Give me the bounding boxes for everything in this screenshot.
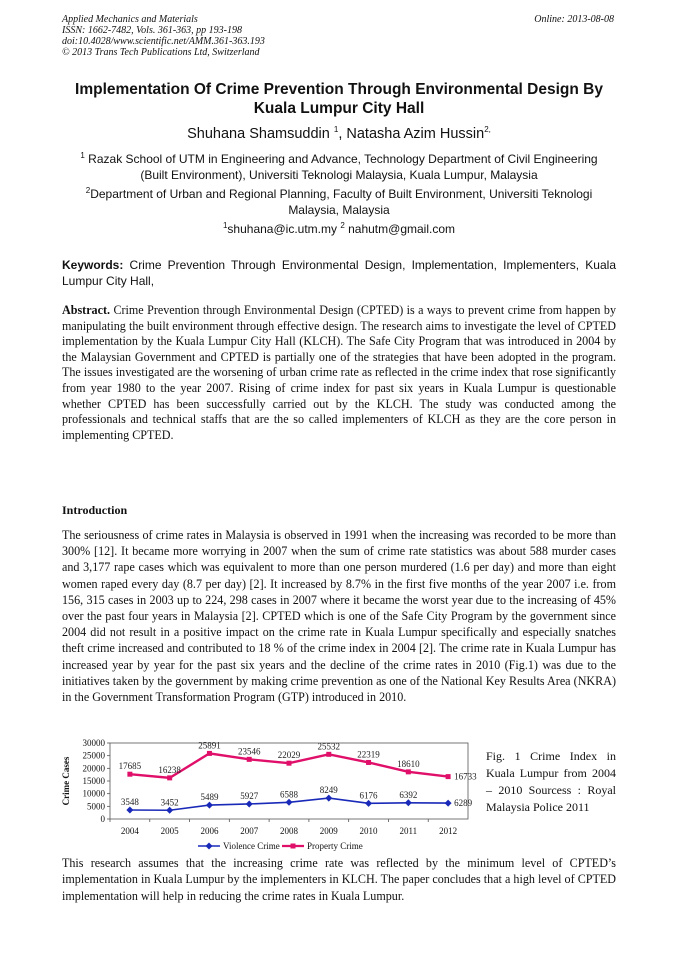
y-tick-label: 5000 [87, 801, 105, 812]
y-tick-label: 0 [100, 814, 105, 824]
property-crime-point [247, 757, 252, 762]
journal-name: Applied Mechanics and Materials [62, 14, 198, 25]
keywords [62, 258, 616, 289]
y-tick-label: 30000 [82, 738, 105, 748]
violence-crime-point [126, 807, 133, 814]
abstract-label: Abstract. [62, 303, 111, 317]
x-tick-label: 2004 [120, 826, 139, 836]
abstract [62, 303, 616, 443]
paper-title [62, 80, 616, 118]
violence-crime-point [286, 799, 293, 806]
violence-crime-data-label: 6176 [359, 790, 378, 801]
property-crime-point [167, 775, 172, 780]
property-crime-data-label: 23546 [237, 746, 261, 757]
aff2-line-1: Department of Urban and Regional Planning, Faculty of Built Environment, Universiti Teknologi [90, 187, 593, 201]
aff2-line-2: Malaysia, Malaysia [288, 203, 390, 217]
property-crime-point [406, 769, 411, 774]
violence-crime-point [206, 802, 213, 809]
author-2: Natasha Azim Hussin [346, 126, 485, 142]
aff1-line-2: (Built Environment), Universiti Teknologi Malaysia, Kuala Lumpur, Malaysia [140, 168, 538, 182]
violence-crime-data-label: 6289 [454, 798, 473, 809]
issn-line: ISSN: 1662-7482, Vols. 361-363, pp 193-198 [62, 25, 242, 36]
doi-line: doi:10.4028/www.scientific.net/AMM.361-363.193 [62, 36, 265, 47]
author-list [62, 126, 616, 142]
x-tick-label: 2012 [439, 826, 458, 836]
x-tick-label: 2008 [280, 826, 298, 836]
author-1-sup: 1 [333, 125, 339, 135]
x-tick-label: 2007 [240, 826, 259, 836]
keywords-label: Keywords: [62, 258, 124, 272]
violence-crime-data-label: 6392 [399, 789, 418, 800]
property-crime-point [127, 772, 132, 777]
property-crime-data-label: 25532 [317, 741, 341, 752]
legend-swatch-marker [206, 843, 213, 850]
concluding-paragraph: This research assumes that the increasing crime rate was reflected by the minimum level of CPTED’s implementation in Kuala Lumpur by the implementers in KLCH. The paper concludes that a high level of CPTED implementation will help in reducing the crime rates in Kuala Lumpur. [62, 856, 616, 903]
email-1-sup: 1 [222, 221, 228, 230]
author-2-sup: 2, [484, 125, 491, 135]
property-crime-point [366, 760, 371, 765]
y-tick-label: 20000 [82, 763, 105, 774]
property-crime-data-label: 18610 [397, 758, 420, 769]
section-heading-introduction: Introduction [62, 503, 128, 517]
violence-crime-point [166, 807, 173, 814]
property-crime-point [446, 774, 451, 779]
running-header [62, 14, 265, 58]
author-separator: , [338, 126, 347, 142]
email-2[interactable]: nahutm@gmail.com [344, 222, 456, 236]
property-crime-point [287, 761, 292, 766]
email-line [62, 222, 616, 236]
aff1-line-1: Razak School of UTM in Engineering and Advance, Technology Department of Civil Engineering [84, 152, 598, 166]
violence-crime-point [325, 795, 332, 802]
property-crime-data-label: 22319 [357, 749, 380, 760]
affiliation-1 [62, 151, 616, 183]
x-tick-label: 2006 [200, 826, 219, 836]
violence-crime-point [246, 800, 253, 807]
x-tick-label: 2005 [160, 826, 179, 836]
figure-caption: Fig. 1 Crime Index in Kuala Lumpur from 2004 – 2010 Sourcess : Royal Malaysia Police 2011 [486, 749, 616, 814]
property-crime-data-label: 22029 [277, 750, 301, 761]
x-tick-label: 2010 [359, 826, 378, 836]
email-2-sup: 2 [340, 221, 345, 230]
email-1[interactable]: shuhana@ic.utm.my [227, 222, 341, 236]
property-crime-data-label: 25891 [198, 740, 221, 751]
property-crime-data-label: 17685 [118, 761, 142, 772]
online-date: Online: 2013-08-08 [534, 14, 614, 25]
abstract-text: Crime Prevention through Environmental Design (CPTED) is a ways to prevent crime from happen by manipulating the built environment through effective design. The research aims to investigate the level of CPTED implementation by the Kuala Lumpur City Hall (KLCH). The Safe City Program that was introduced in 2004 by the Malaysian Government and CPTED is partially one of the strategies that have been adopted in the program. The issues investigated are the worsening of urban crime rate as reflected in the crime index that rose significantly from year 1980 to the year 2007. Rising of crime index for past six years in Kuala Lumpur is questionable whether CPTED has been successfully carried out by the KLCH. The study was conducted among the professionals and technical staffs that are the so called implementers of KLCH as they are the core person in implementing CPTED. [62, 303, 616, 442]
violence-crime-data-label: 3452 [160, 797, 179, 808]
keywords-text: Crime Prevention Through Environmental Design, Implementation, Implementers, Kuala Lumpur City Hall, [62, 258, 616, 288]
title-line-1: Implementation Of Crime Prevention Through Environmental Design By [75, 81, 603, 98]
affiliation-2 [62, 186, 616, 218]
x-tick-label: 2011 [399, 826, 418, 836]
author-1: Shuhana Shamsuddin [187, 126, 334, 142]
copyright-line: © 2013 Trans Tech Publications Ltd, Switzerland [62, 47, 260, 58]
violence-crime-point [405, 799, 412, 806]
property-crime-data-label: 16733 [454, 771, 477, 782]
violence-crime-data-label: 5489 [200, 792, 219, 803]
crime-index-chart [60, 736, 477, 854]
x-tick-label: 2009 [319, 826, 338, 836]
violence-crime-data-label: 8249 [319, 785, 338, 796]
aff2-sup: 2 [85, 186, 91, 195]
violence-crime-point [365, 800, 372, 807]
aff1-sup: 1 [80, 151, 85, 160]
y-axis-label: Crime Cases [61, 756, 71, 806]
y-tick-label: 10000 [82, 788, 105, 799]
property-crime-point [207, 751, 212, 756]
violence-crime-data-label: 5927 [240, 790, 259, 801]
legend-swatch-marker [291, 844, 296, 849]
violence-crime-data-label: 6588 [280, 789, 298, 800]
y-tick-label: 25000 [82, 750, 105, 761]
violence-crime-point [445, 800, 452, 807]
y-tick-label: 15000 [82, 776, 105, 786]
legend-label: Property Crime [307, 841, 363, 851]
violence-crime-data-label: 3548 [120, 797, 139, 808]
property-crime-point [326, 752, 331, 757]
introduction-paragraph: The seriousness of crime rates in Malaysia is observed in 1991 when the increasing was recorded to be more than 300% [12]. It became more worrying in 2007 when the sum of crime rate statistics was about 588 murder cases and 3,177 rape cases which was equivalent to more than one person murdered (1.6 per day) and more than eight women raped every day (8.7 per day) [2]. It increased by 8.7% in the first five months of the year 2007 i.e. from 156, 315 cases in 2003 up to 224, 298 cases in 2007 where it became the worst year due to the increasing of 45% over the past four years in Malaysia [2]. CPTED which is one of the Safe City Program by the government since 2004 did not result in a positive impact on the crime rate in Kuala Lumpur specifically and especially snatches theft crime increased and contributed to 18 % of the crime index in 2004 [2]. The crime rate in Kuala Lumpur has increased year by year for the past six years and the decline of the crime rates in 2010 (Fig.1) was due to the initiatives taken by the government by making crime prevention as one of the National Key Results Area (NKRA) in the Government Transformation Program (GTP) introduced in 2010. [62, 528, 616, 705]
legend-label: Violence Crime [223, 841, 280, 851]
title-line-2: Kuala Lumpur City Hall [253, 100, 425, 117]
property-crime-data-label: 16238 [158, 764, 181, 775]
